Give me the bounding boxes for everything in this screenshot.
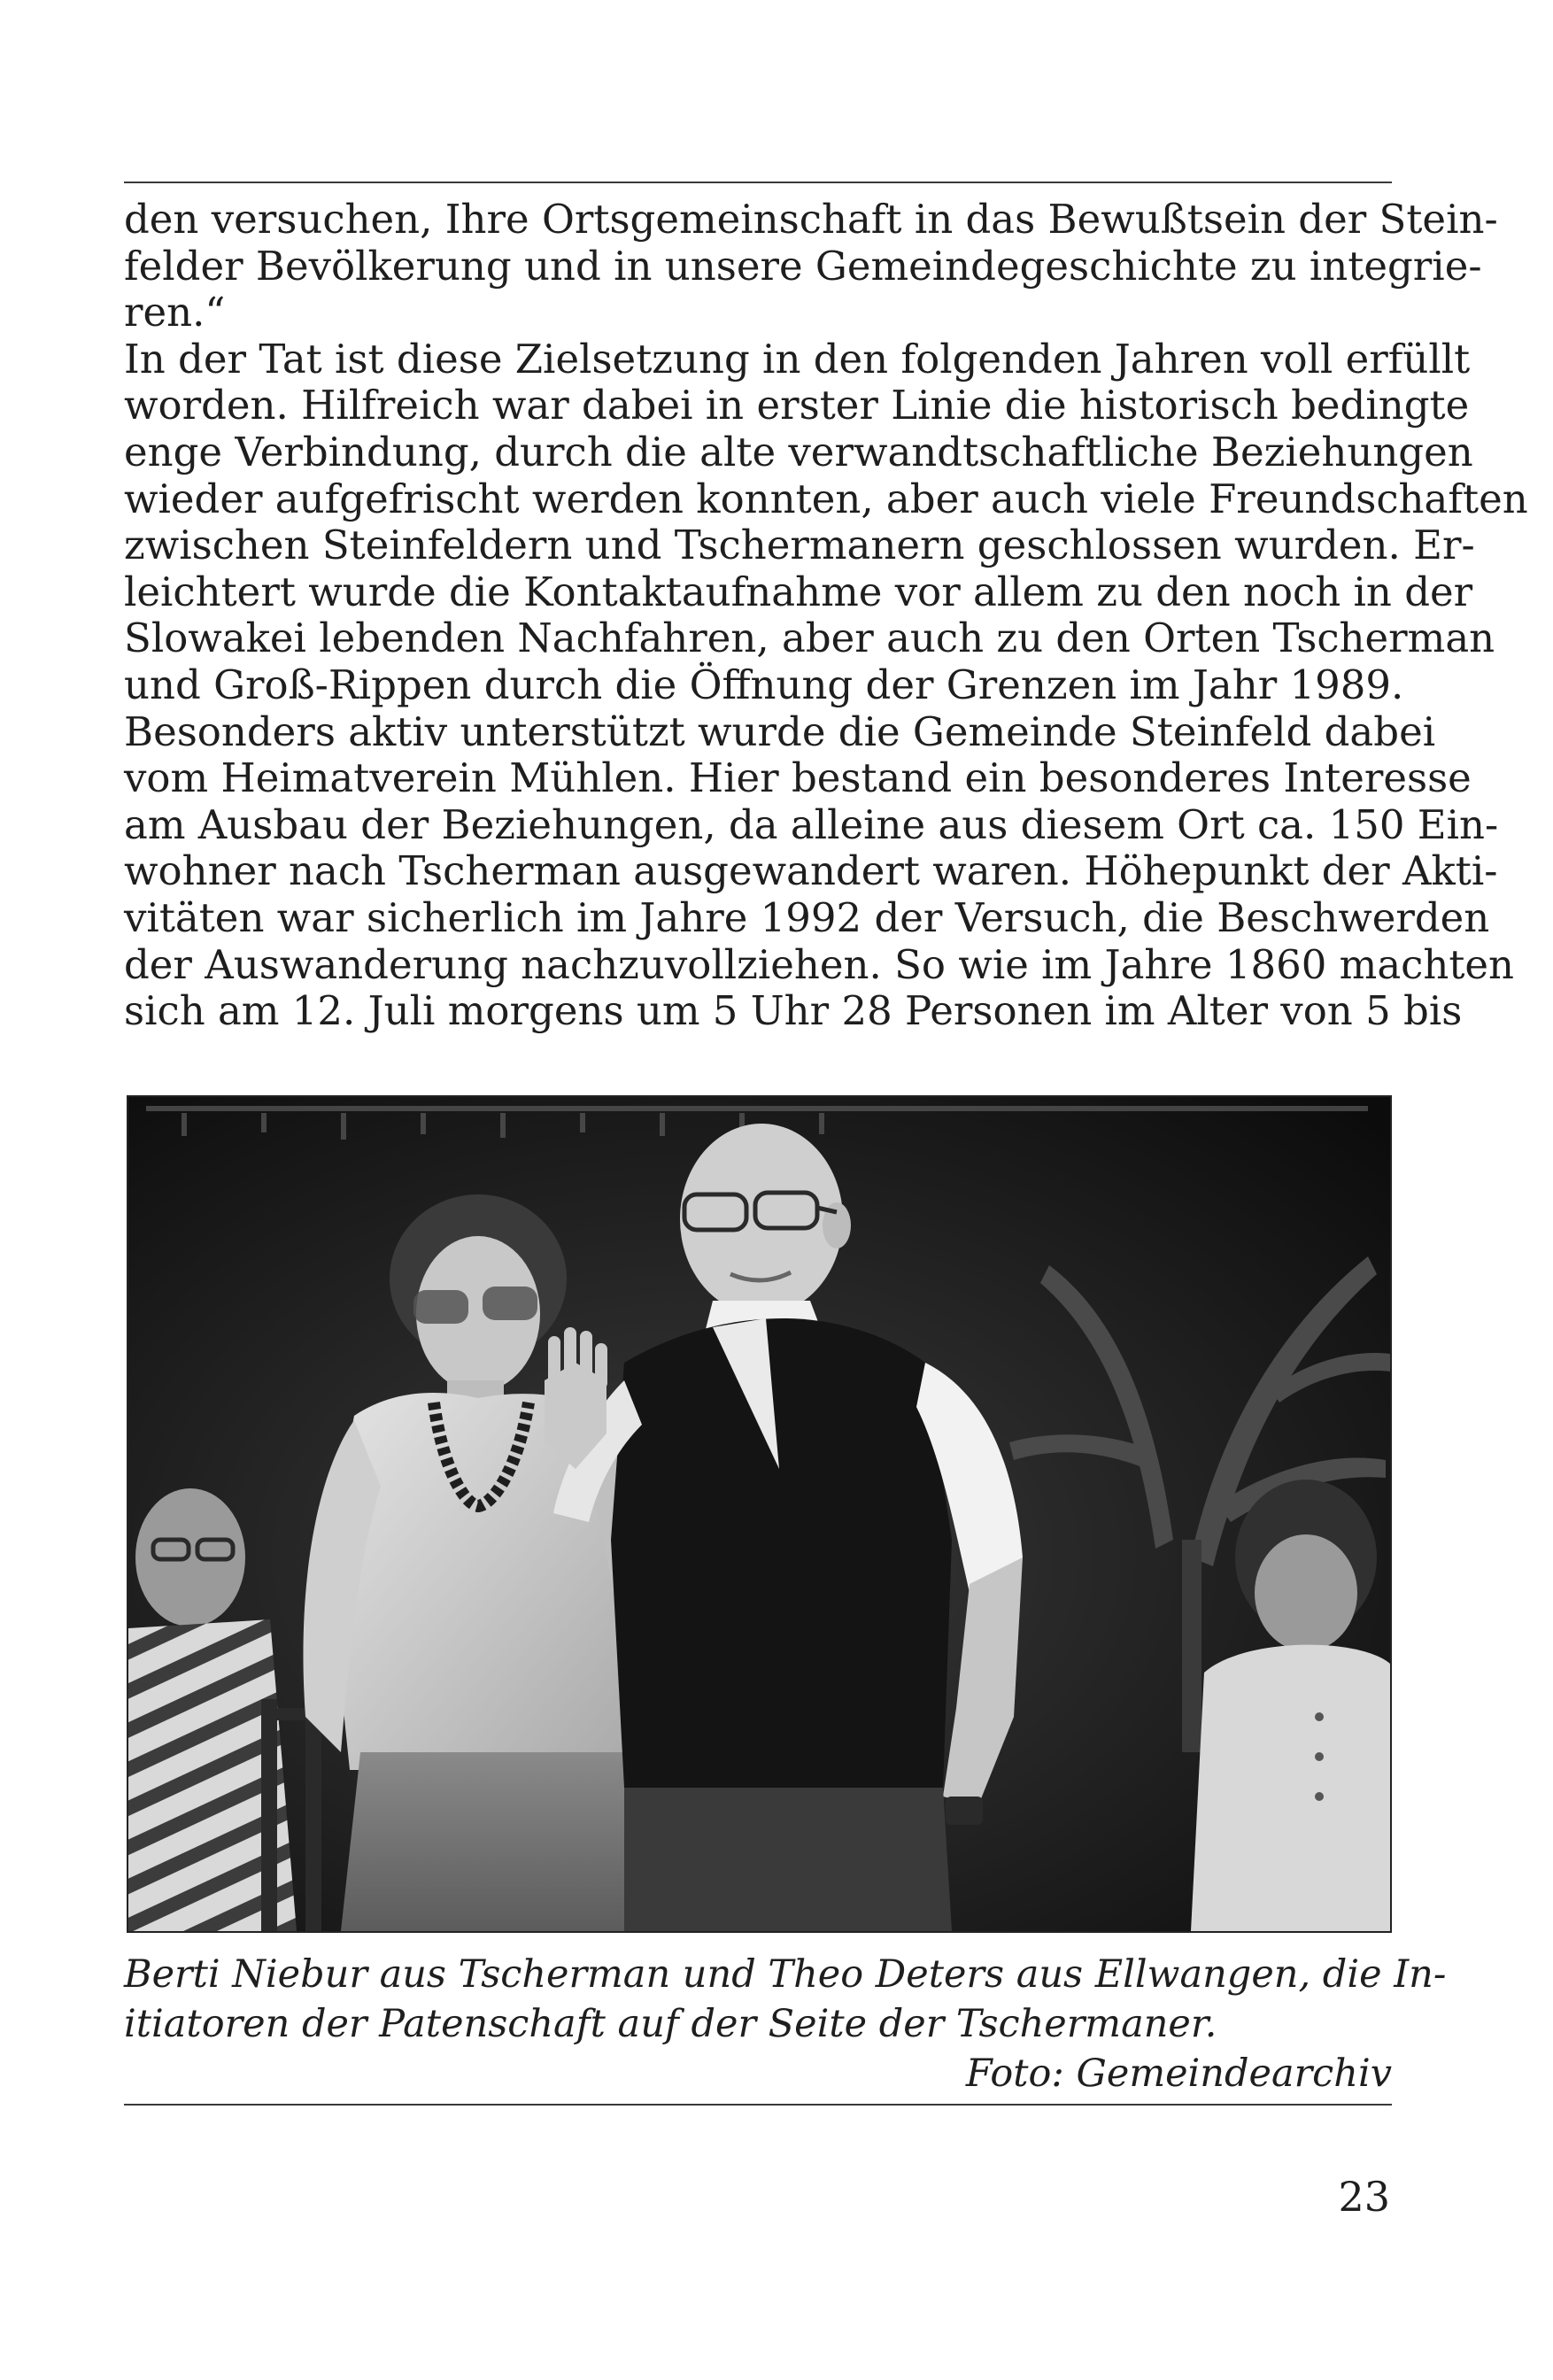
body-line: den versuchen, Ihre Ortsgemeinschaft in das Bewußtsein der Stein-: [124, 196, 1498, 243]
photo: [127, 1095, 1392, 1933]
body-line: vitäten war sicherlich im Jahre 1992 der Versuch, die Beschwerden: [124, 893, 1490, 941]
body-line: wieder aufgefrischt werden konnten, aber auch viele Freundschaften: [124, 475, 1528, 522]
body-line: vom Heimatverein Mühlen. Hier bestand ein besonderes Interesse: [124, 754, 1472, 802]
body-line: sich am 12. Juli morgens um 5 Uhr 28 Personen im Alter von 5 bis: [124, 987, 1463, 1035]
top-rule: [124, 182, 1392, 183]
body-text: [124, 196, 1528, 1035]
body-line: In der Tat ist diese Zielsetzung in den folgenden Jahren voll erfüllt: [124, 335, 1471, 382]
body-line: leichtert wurde die Kontaktaufnahme vor allem zu den noch in der: [124, 568, 1473, 615]
bottom-rule: [124, 2104, 1392, 2106]
caption-line: itiatoren der Patenschaft auf der Seite der Tschermaner.: [124, 2002, 1217, 2046]
body-line: felder Bevölkerung und in unsere Gemeindegeschichte zu integrie-: [124, 242, 1482, 290]
body-line: zwischen Steinfeldern und Tschermanern geschlossen wurden. Er-: [124, 522, 1475, 569]
body-line: ren.“: [124, 289, 226, 336]
body-line: und Groß-Rippen durch die Öffnung der Grenzen im Jahr 1989.: [124, 661, 1404, 708]
body-line: enge Verbindung, durch die alte verwandtschaftliche Beziehungen: [124, 428, 1473, 475]
page-number: 23: [1338, 2173, 1390, 2221]
body-line: Besonders aktiv unterstützt wurde die Gemeinde Steinfeld dabei: [124, 707, 1436, 755]
body-line: am Ausbau der Beziehungen, da alleine aus diesem Ort ca. 150 Ein-: [124, 800, 1499, 848]
caption-line: Berti Niebur aus Tscherman und Theo Deters aus Ellwangen, die In-: [124, 1952, 1447, 1997]
photo-credit: Foto: Gemeindearchiv: [965, 2052, 1392, 2096]
photo-caption: [124, 1950, 1447, 2098]
body-line: Slowakei lebenden Nachfahren, aber auch zu den Orten Tscherman: [124, 614, 1495, 662]
body-line: worden. Hilfreich war dabei in erster Linie die historisch bedingte: [124, 382, 1470, 429]
body-line: der Auswanderung nachzuvollziehen. So wie im Jahre 1860 machten: [124, 940, 1515, 988]
body-line: wohner nach Tscherman ausgewandert waren. Höhepunkt der Akti-: [124, 847, 1498, 895]
